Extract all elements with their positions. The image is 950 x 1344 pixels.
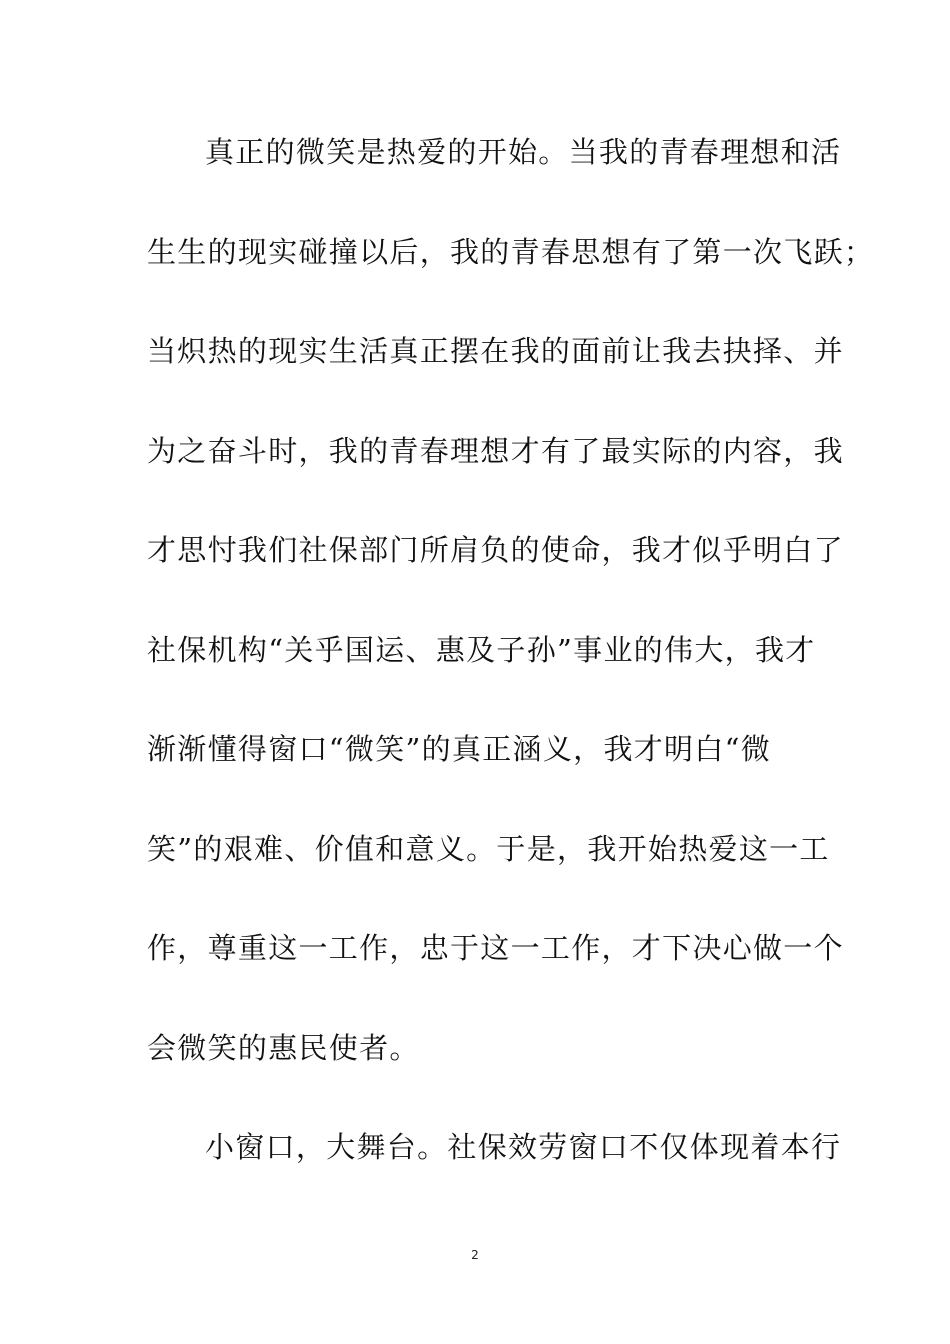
text-line-9: 作，尊重这一工作，忠于这一工作，才下决心做一个 [147, 931, 844, 965]
text-line-6: 社保机构“关乎国运、惠及子孙”事业的伟大，我才 [147, 632, 816, 667]
page-number: 2 [471, 1248, 479, 1262]
text-line-11: 小窗口，大舞台。社保效劳窗口不仅体现着本行 [205, 1130, 842, 1164]
text-line-5: 才思忖我们社保部门所肩负的使命，我才似乎明白了 [147, 533, 844, 567]
text-line-1: 真正的微笑是热爱的开始。当我的青春理想和活 [205, 135, 842, 169]
text-line-4: 为之奋斗时，我的青春理想才有了最实际的内容，我 [147, 433, 844, 468]
body-text [147, 127, 875, 1222]
text-line-7: 渐渐懂得窗口“微笑”的真正涵义，我才明白“微 [147, 732, 772, 766]
text-line-2: 生生的现实碰撞以后，我的青春思想有了第一次飞跃； [147, 234, 875, 269]
text-line-8: 笑”的艰难、价值和意义。于是，我开始热爱这一工 [147, 831, 830, 866]
text-line-10: 会微笑的惠民使者。 [147, 1030, 420, 1065]
text-line-3: 当炽热的现实生活真正摆在我的面前让我去抉择、并 [147, 334, 844, 368]
